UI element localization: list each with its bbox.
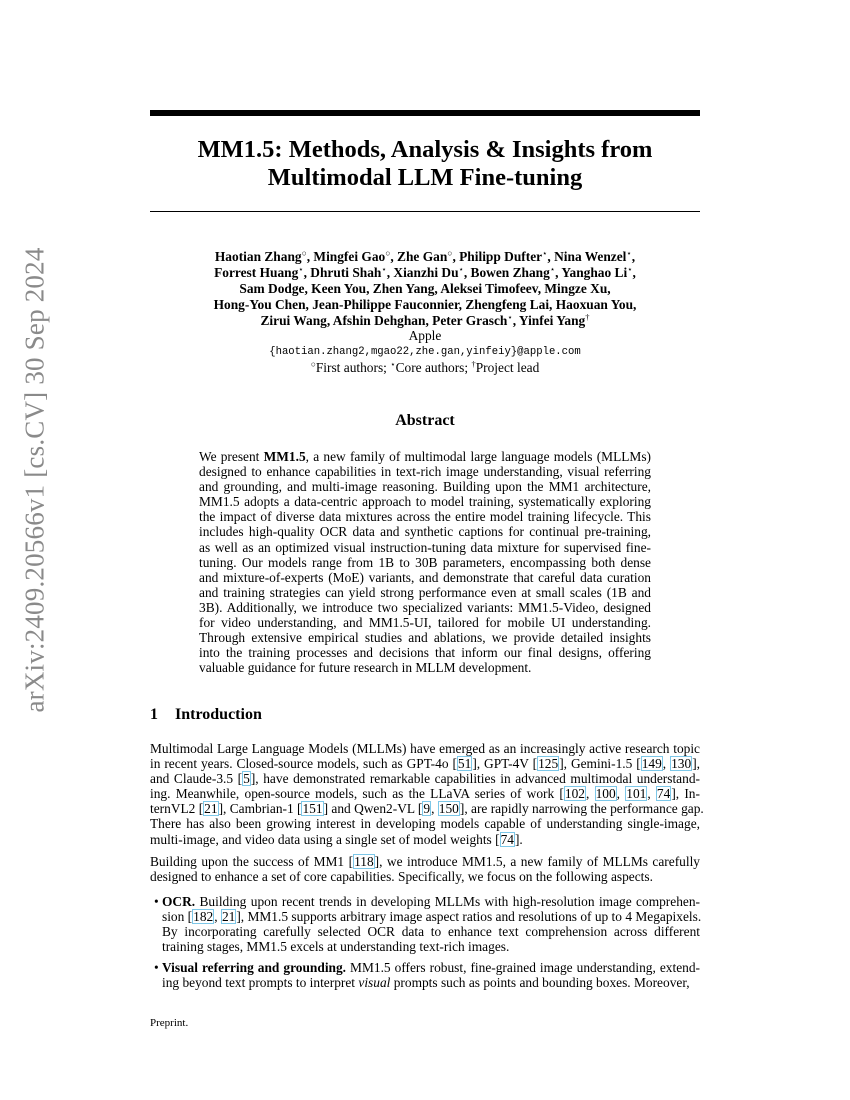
abstract-line: We present MM1.5, a new family of multimodal large language models (MLLMs) <box>199 449 651 464</box>
abstract-heading: Abstract <box>395 412 455 429</box>
intro-line: multi-image, and video data using a single set of model weights [74]. <box>150 831 523 847</box>
bullet-line: ing beyond text prompts to interpret visual prompts such as points and bounding boxes. Moreover, <box>162 975 690 991</box>
title-top-rule <box>150 110 700 116</box>
citation-link[interactable]: 9 <box>423 801 431 817</box>
citation-link[interactable]: 74 <box>656 786 671 802</box>
abstract-line: and training strategies can yield strong performance even at small scales (1B and <box>199 584 651 600</box>
footer-preprint: Preprint. <box>150 1017 189 1029</box>
citation-link[interactable]: 150 <box>438 801 459 817</box>
intro-line: There has also been growing interest in developing models capable of understanding single-image, <box>150 816 700 832</box>
abstract-line: MM1.5 adopts a data-centric approach to model training, systematically exploring <box>199 494 651 510</box>
citation-link[interactable]: 130 <box>671 756 692 772</box>
paper-title <box>150 136 700 192</box>
citation-link[interactable]: 51 <box>457 756 472 772</box>
citation-link[interactable]: 21 <box>204 801 218 817</box>
citation-link[interactable]: 149 <box>641 756 662 772</box>
abstract-line: into the training processes and decisions that inform our final designs, offering <box>199 645 651 661</box>
abstract-line: for video understanding, and MM1.5-UI, tailored for mobile UI understanding. <box>199 615 651 631</box>
intro-line: ing. Meanwhile, open-source models, such as the LLaVA series of work [102, 100, 101, 74], In- <box>150 786 700 802</box>
abstract-line: includes high-quality OCR data and synthetic captions for continual pre-training, <box>199 524 651 540</box>
title-bottom-rule <box>150 211 700 212</box>
bullet-line: Visual referring and grounding. MM1.5 offers robust, fine-grained image understanding, extend- <box>162 960 701 975</box>
author-line: Forrest Huang⋆, Dhruti Shah⋆, Xianzhi Du⋆, Bowen Zhang⋆, Yanghao Li⋆, <box>214 264 636 280</box>
title-line-2: Multimodal LLM Fine-tuning <box>267 164 583 191</box>
citation-link[interactable]: 74 <box>500 831 514 847</box>
title-line-1: MM1.5: Methods, Analysis & Insights from <box>197 136 653 163</box>
abstract-line: the impact of diverse data mixtures across the entire model training lifecycle. This <box>199 509 651 525</box>
para2-line: designed to enhance a set of core capabilities. Specifically, we focus on the following aspects. <box>150 869 653 885</box>
affiliation: Apple <box>408 328 442 343</box>
author-line: Hong-You Chen, Jean-Philippe Fauconnier, Zhengfeng Lai, Haoxuan You, <box>213 297 637 312</box>
bullet-line: By incorporating carefully selected OCR data to enhance text comprehension across different <box>162 924 700 940</box>
abstract-line: and grounding, and multi-image reasoning. Building upon the MM1 architecture, <box>199 479 651 495</box>
citation-link[interactable]: 5 <box>243 771 250 787</box>
intro-line: Multimodal Large Language Models (MLLMs) have emerged as an increasingly active research topic <box>150 741 700 756</box>
citation-link[interactable]: 125 <box>538 756 559 772</box>
author-line: Haotian Zhang○, Mingfei Gao○, Zhe Gan○, Philipp Dufter⋆, Nina Wenzel⋆, <box>214 248 636 264</box>
abstract-body <box>199 449 651 675</box>
abstract-line: 3B). Additionally, we introduce two specialized variants: MM1.5-Video, designed <box>199 599 651 615</box>
citation-link[interactable]: 21 <box>221 909 236 925</box>
citation-link[interactable]: 100 <box>595 786 616 802</box>
section-number: 1 <box>150 706 158 723</box>
bullet-line: OCR. Building upon recent trends in developing MLLMs with high-resolution image comprehen- <box>162 894 700 909</box>
bullet-text <box>162 960 700 990</box>
abstract-line: tuning. Our models range from 1B to 30B parameters, encompassing both dense <box>199 554 651 570</box>
para2-line: Building upon the success of MM1 [118], we introduce MM1.5, a new family of MLLMs carefully <box>150 854 700 869</box>
section-title: Introduction <box>175 706 262 723</box>
bullet-text <box>162 894 700 954</box>
citation-link[interactable]: 182 <box>193 909 214 925</box>
bullet-dot: • <box>154 960 159 975</box>
citation-link[interactable]: 102 <box>564 786 585 802</box>
bullet-line: sion [182, 21], MM1.5 supports arbitrary image aspect ratios and resolutions of up to 4 Megapixels. <box>162 909 702 925</box>
intro-line: in recent years. Closed-source models, such as GPT-4o [51], GPT-4V [125], Gemini-1.5 [149, 130], <box>150 756 700 772</box>
abstract-line: valuable guidance for future research in MLLM development. <box>199 660 532 676</box>
author-list <box>150 249 700 329</box>
intro-line: ternVL2 [21], Cambrian-1 [151] and Qwen2-VL [9, 150], are rapidly narrowing the performance gap. <box>150 801 704 817</box>
affiliation-block <box>150 328 700 376</box>
abstract-line: designed to enhance capabilities in text-rich image understanding, visual referring <box>199 464 651 480</box>
abstract-line: and mixture-of-experts (MoE) variants, and demonstrate that careful data curation <box>199 569 651 585</box>
intro-paragraph <box>150 741 704 847</box>
section-heading <box>150 706 262 724</box>
citation-link[interactable]: 151 <box>302 801 323 817</box>
bullet-line: training stages, MM1.5 excels at understanding text-rich images. <box>162 939 510 955</box>
abstract-line: as well as an optimized visual instruction-tuning data mixture for supervised fine- <box>199 539 651 555</box>
abstract-line: Through extensive empirical studies and ablations, we provide detailed insights <box>199 630 651 646</box>
bullet-dot: • <box>154 894 159 909</box>
citation-link[interactable]: 101 <box>626 786 647 802</box>
second-paragraph <box>150 854 700 884</box>
author-notes: ○First authors; ⋆Core authors; †Project lead <box>310 359 540 375</box>
intro-line: and Claude-3.5 [5], have demonstrated remarkable capabilities in advanced multimodal understand- <box>150 771 700 787</box>
email-addresses[interactable]: {haotian.zhang2,mgao22,zhe.gan,yinfeiy}@apple.com <box>269 346 581 358</box>
citation-link[interactable]: 118 <box>354 854 374 869</box>
author-line: Sam Dodge, Keen You, Zhen Yang, Aleksei Timofeev, Mingze Xu, <box>239 281 611 296</box>
author-line: Zirui Wang, Afshin Dehghan, Peter Grasch⋆, Yinfei Yang† <box>260 312 590 328</box>
